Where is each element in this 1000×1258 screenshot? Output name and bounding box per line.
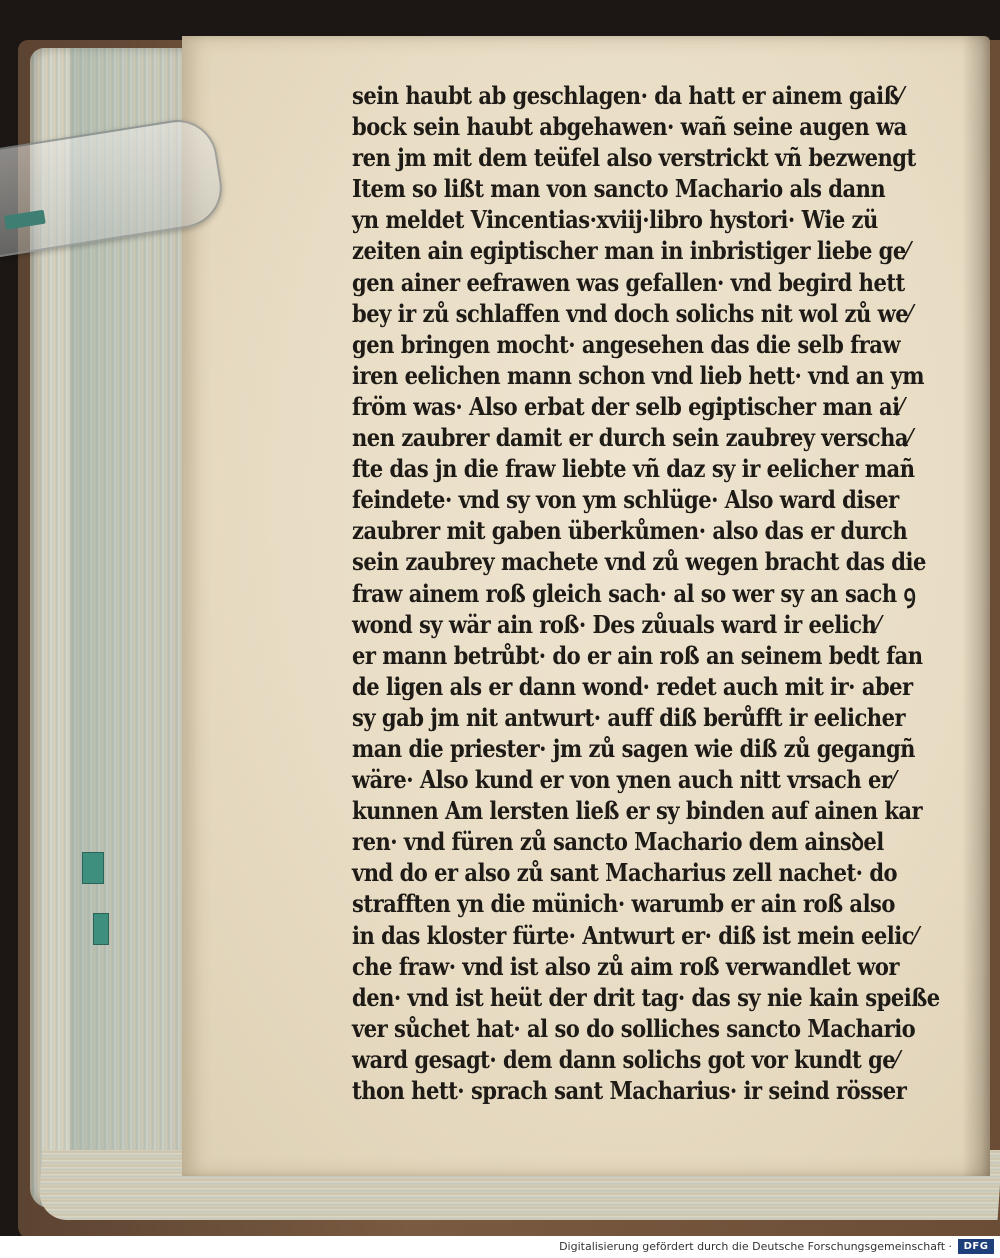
text-line: fraw ainem roß gleich sach· al so wer sy an sach ꝯ <box>352 578 916 608</box>
text-line: ren jm mit dem teüfel also verstrickt vñ bezwengt <box>352 143 916 173</box>
text-line: strafften yn die münich· warumb er ain roß also <box>352 889 895 919</box>
text-line: man die priester· jm zů sagen wie diß zů gegangñ <box>352 733 915 763</box>
text-line: gen bringen mocht· angesehen das die selb fraw <box>352 329 901 359</box>
text-line: den· vnd ist heüt der drit tag· das sy nie kain speiße <box>352 982 940 1012</box>
text-line: in das kloster fürte· Antwurt er· diß ist mein eelic⁄ <box>352 920 918 950</box>
text-line: ren· vnd füren zů sancto Machario dem ainsꝺel <box>352 827 884 857</box>
funding-credit: Digitalisierung gefördert durch die Deutsche Forschungsgemeinschaft · <box>559 1240 952 1253</box>
text-line: thon hett· sprach sant Macharius· ir seind rösser <box>352 1076 907 1105</box>
text-line: ver sůchet hat· al so do solliches sancto Machario <box>352 1013 916 1043</box>
text-line: de ligen als er dann wond· redet auch mit ir· aber <box>352 671 913 701</box>
text-line: zaubrer mit gaben überkůmen· also das er durch <box>352 516 908 546</box>
text-line: sy gab jm nit antwurt· auff diß berůfft ir eelicher <box>352 702 906 732</box>
text-line: che fraw· vnd ist also zů aim roß verwandlet wor <box>352 951 899 981</box>
text-line: er mann betrůbt· do er ain roß an seinem bedt fan <box>352 640 923 670</box>
text-line: yn meldet Vincentias·xviij·libro hystori· Wie zü <box>352 205 878 235</box>
text-line: nen zaubrer damit er durch sein zaubrey verscha⁄ <box>352 423 912 453</box>
text-line: iren eelichen mann schon vnd lieb hett· vnd an ym <box>352 360 924 390</box>
text-line: sein haubt ab geschlagen· da hatt er ainem gaiß⁄ <box>352 81 903 110</box>
text-line: vnd do er also zů sant Macharius zell nachet· do <box>352 858 898 888</box>
text-line: sein zaubrey machete vnd zů wegen bracht das die <box>352 547 926 577</box>
green-bookmark-tab <box>93 913 109 945</box>
text-line: bey ir zů schlaffen vnd doch solichs nit wol zů we⁄ <box>352 298 912 328</box>
text-line: gen ainer eefrawen was gefallen· vnd begird hett <box>352 267 905 297</box>
text-line: ward gesagt· dem dann solichs got vor kundt ge⁄ <box>352 1044 899 1074</box>
text-line: fte das jn die fraw liebte vñ daz sy ir eelicher mañ <box>352 454 915 484</box>
green-bookmark-tab <box>82 852 104 884</box>
dfg-logo: DFG <box>958 1239 994 1254</box>
text-line: Item so lißt man von sancto Machario als dann <box>352 174 886 204</box>
text-line: wäre· Also kund er von ynen auch nitt vrsach er⁄ <box>352 765 895 795</box>
text-line: bock sein haubt abgehawen· wañ seine augen wa <box>352 112 907 142</box>
text-line: feindete· vnd sy von ym schlüge· Also ward diser <box>352 485 899 515</box>
blackletter-text-block <box>352 80 942 1106</box>
text-line: fröm was· Also erbat der selb egiptischer man ai⁄ <box>352 391 903 421</box>
text-line: zeiten ain egiptischer man in inbristiger liebe ge⁄ <box>352 236 909 266</box>
text-line: wond sy wär ain roß· Des zůuals ward ir eelich⁄ <box>352 609 880 639</box>
text-line: kunnen Am lersten ließ er sy binden auf ainen kar <box>352 796 923 826</box>
digitization-footer <box>0 1236 1000 1258</box>
